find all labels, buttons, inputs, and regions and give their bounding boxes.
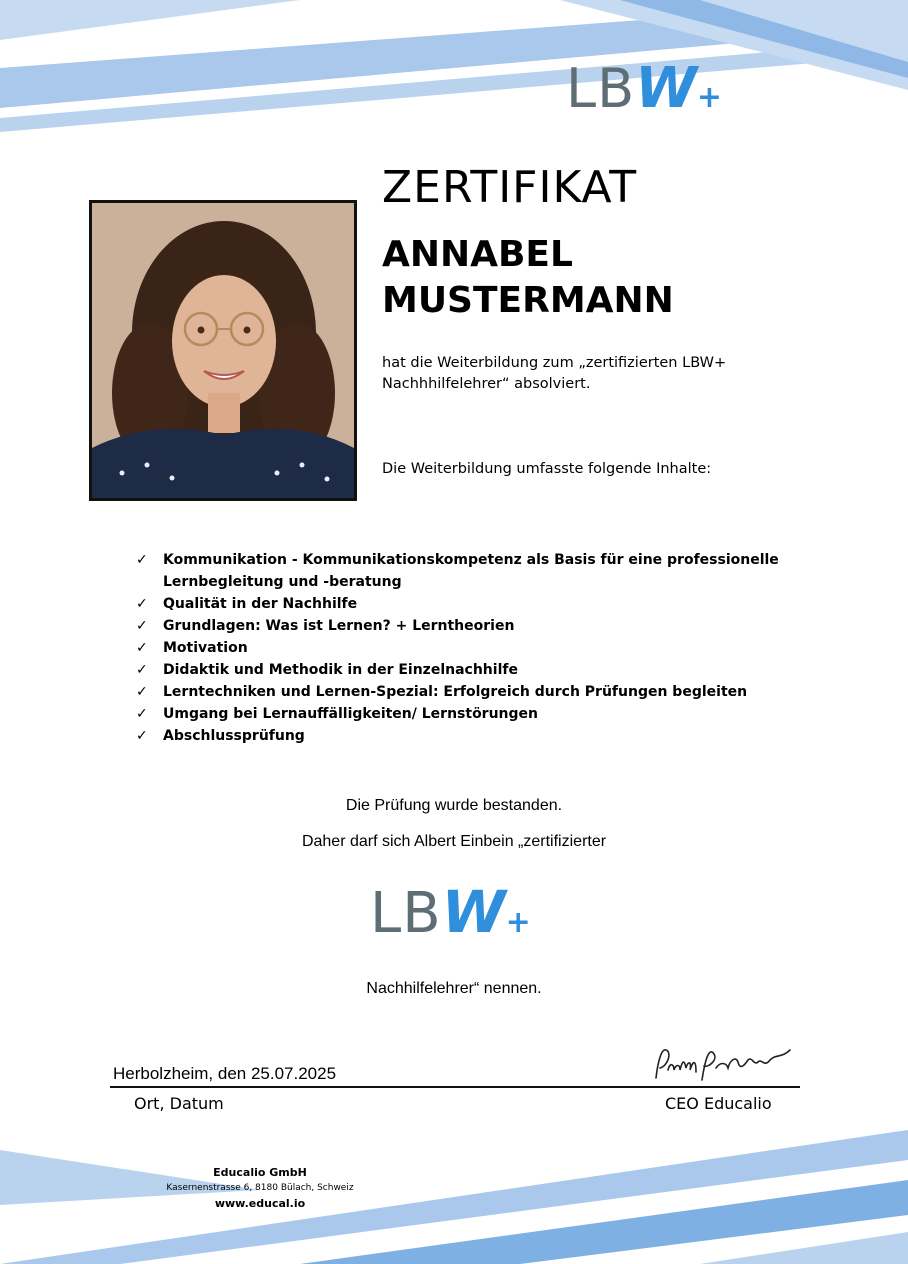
portrait-illustration [92,203,354,498]
recipient-last-name: MUSTERMANN [382,280,674,321]
list-item [136,549,826,593]
signature-line [110,1086,800,1088]
place-date-label: Ort, Datum [134,1094,224,1113]
list-item-text: Grundlagen: Was ist Lernen? + Lerntheorien [163,618,515,634]
place-date-value: Herbolzheim, den 25.07.2025 [113,1064,337,1083]
list-item [136,615,826,637]
logo-w-text: W [635,56,697,121]
list-item [136,681,826,703]
lbw-logo-inline [370,878,531,946]
lbw-logo [566,56,722,121]
check-icon: ✓ [136,728,148,744]
title-entitlement-text: Daher darf sich Albert Einbein „zertifizierter [301,833,607,850]
portrait-photo [89,200,357,501]
list-item [136,637,826,659]
company-website-link[interactable]: www.educal.io [214,1197,306,1210]
logo-plus-text: + [505,905,531,940]
signatory-label: CEO Educalio [665,1094,772,1113]
list-item-text: Umgang bei Lernauffälligkeiten/ Lernstörungen [163,706,539,722]
logo-lb-text: LB [370,881,442,946]
recipient-first-name: ANNABEL [382,234,573,275]
list-item [136,659,826,681]
contents-list [136,549,826,747]
list-item-text: Motivation [163,640,248,656]
list-item-text: Qualität in der Nachhilfe [163,596,358,612]
company-address: Kasernenstrasse 6, 8180 Bülach, Schweiz [166,1183,354,1193]
ceo-signature [650,1040,800,1088]
list-item [136,703,826,725]
completion-statement-line1: hat die Weiterbildung zum „zertifizierten LBW+ [382,355,727,371]
check-icon: ✓ [136,662,148,678]
title-entitlement-end-text: Nachhilfelehrer“ nennen. [366,980,542,997]
list-item-text: Kommunikation - Kommunikationskompetenz als Basis für eine professionelle [163,552,779,568]
check-icon: ✓ [136,706,148,722]
list-item-text: Didaktik und Methodik in der Einzelnachhilfe [163,662,518,678]
exam-passed-text: Die Prüfung wurde bestanden. [345,797,563,814]
check-icon: ✓ [136,596,148,612]
list-item [136,593,826,615]
list-item-text: Abschlussprüfung [163,728,305,744]
contents-intro: Die Weiterbildung umfasste folgende Inhalte: [382,461,712,477]
logo-plus-text: + [696,80,723,115]
list-item-text: Lerntechniken und Lernen-Spezial: Erfolgreich durch Prüfungen begleiten [163,684,748,700]
company-name: Educalio GmbH [213,1166,307,1179]
logo-lb-text: LB [566,57,636,120]
check-icon: ✓ [136,640,148,656]
check-icon: ✓ [136,618,148,634]
recipient-name [382,232,782,324]
certificate-title: ZERTIFIKAT [382,162,638,213]
list-item [136,725,826,747]
check-icon: ✓ [136,552,148,568]
completion-statement-line2: Nachhhilfelehrer“ absolviert. [382,376,591,392]
list-item-text-continued: Lernbegleitung und -beratung [163,574,402,590]
completion-statement [382,353,762,395]
company-footer [150,1166,370,1210]
check-icon: ✓ [136,684,148,700]
logo-w-text: W [441,878,506,946]
